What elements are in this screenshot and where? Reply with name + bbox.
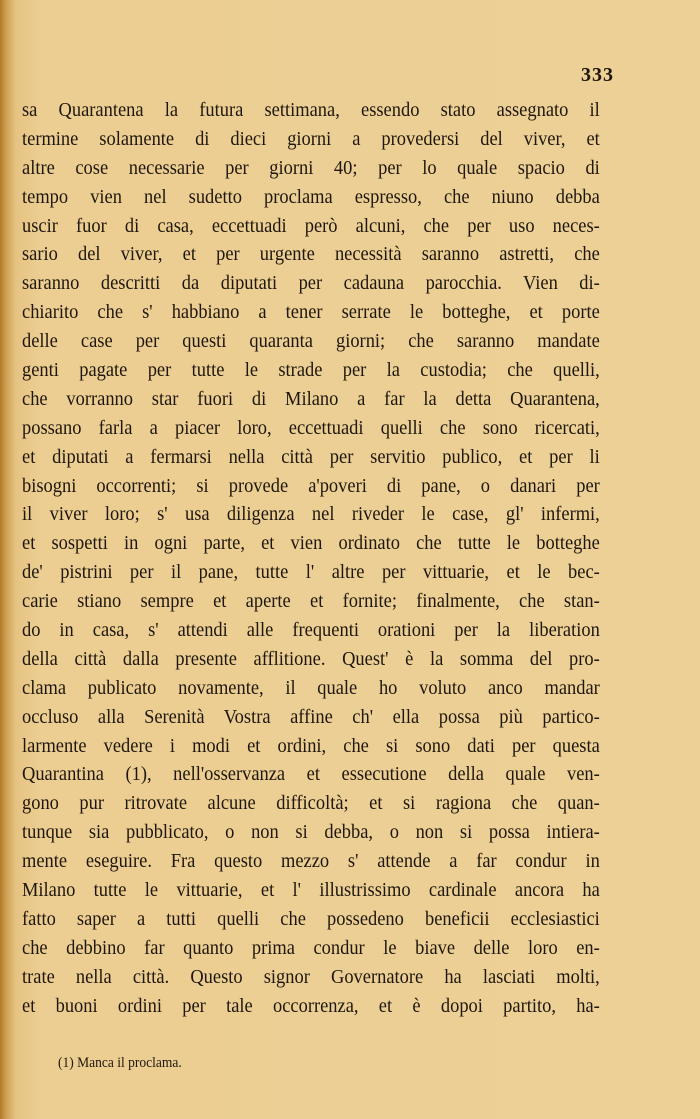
text-line: delle case per questi quaranta giorni; che saranno mandate bbox=[22, 330, 600, 353]
text-line: gono pur ritrovate alcune difficoltà; et si ragiona che quan- bbox=[22, 792, 600, 815]
text-line: et sospetti in ogni parte, et vien ordinato che tutte le botteghe bbox=[22, 532, 600, 555]
text-line: tempo vien nel sudetto proclama espresso, che niuno debba bbox=[22, 185, 600, 208]
text-line: che vorranno star fuori di Milano a far la detta Quarantena, bbox=[22, 387, 600, 410]
text-line: clama publicato novamente, il quale ho voluto anco mandar bbox=[22, 676, 600, 699]
text-line: Quarantina (1), nell'osservanza et essecutione della quale ven- bbox=[22, 763, 600, 786]
text-line: uscir fuor di casa, eccettuadi però alcuni, che per uso neces- bbox=[22, 214, 600, 237]
text-line: tunque sia pubblicato, o non si debba, o non si possa intiera- bbox=[22, 821, 600, 844]
text-line: possano farla a piacer loro, eccettuadi quelli che sono ricercati, bbox=[22, 416, 600, 439]
text-line: sa Quarantena la futura settimana, essendo stato assegnato il bbox=[22, 99, 600, 121]
text-line: mente eseguire. Fra questo mezzo s' attende a far condur in bbox=[22, 850, 600, 873]
text-line: et diputati a fermarsi nella città per servitio publico, et per li bbox=[22, 445, 600, 468]
page-number: 333 bbox=[581, 64, 614, 86]
text-line: della città dalla presente afflitione. Quest' è la somma del pro- bbox=[22, 647, 600, 670]
text-line: che debbino far quanto prima condur le biave delle loro en- bbox=[22, 936, 600, 959]
text-line: sario del viver, et per urgente necessità saranno astretti, che bbox=[22, 243, 600, 266]
text-line: altre cose necessarie per giorni 40; per lo quale spacio di bbox=[22, 156, 600, 179]
text-line: saranno descritti da diputati per cadauna parocchia. Vien di- bbox=[22, 272, 600, 295]
text-line: termine solamente di dieci giorni a provedersi del viver, et bbox=[22, 127, 600, 150]
text-line: chiarito che s' habbiano a tener serrate le botteghe, et porte bbox=[22, 301, 600, 324]
text-line: trate nella città. Questo signor Governatore ha lasciati molti, bbox=[22, 965, 600, 988]
text-line: do in casa, s' attendi alle frequenti orationi per la liberation bbox=[22, 619, 600, 642]
text-line: de' pistrini per il pane, tutte l' altre per vittuarie, et le bec- bbox=[22, 561, 600, 584]
text-line: larmente vedere i modi et ordini, che si sono dati per questa bbox=[22, 734, 600, 757]
footnote: (1) Manca il proclama. bbox=[58, 1055, 182, 1071]
text-line: Milano tutte le vittuarie, et l' illustrissimo cardinale ancora ha bbox=[22, 879, 600, 902]
body-text bbox=[22, 96, 600, 1021]
text-line: et buoni ordini per tale occorrenza, et è dopoi partito, ha- bbox=[22, 994, 600, 1017]
text-line: il viver loro; s' usa diligenza nel riveder le case, gl' infermi, bbox=[22, 503, 600, 526]
text-line: genti pagate per tutte le strade per la custodia; che quelli, bbox=[22, 359, 600, 382]
text-line: occluso alla Serenità Vostra affine ch' ella possa più partico- bbox=[22, 705, 600, 728]
text-line: bisogni occorrenti; si provede a'poveri di pane, o danari per bbox=[22, 474, 600, 497]
text-line: fatto saper a tutti quelli che possedeno beneficii ecclesiastici bbox=[22, 907, 600, 930]
text-line: carie stiano sempre et aperte et fornite; finalmente, che stan- bbox=[22, 590, 600, 613]
